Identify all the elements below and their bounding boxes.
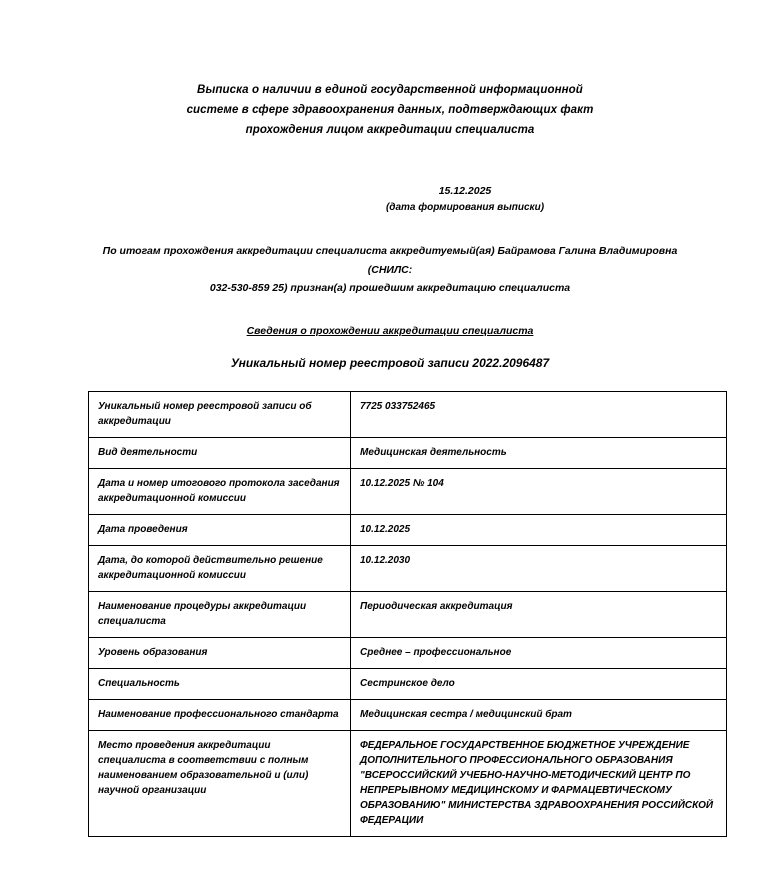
table-row <box>89 731 727 837</box>
row-value: Медицинская деятельность <box>351 438 727 469</box>
row-value: 10.12.2030 <box>351 546 727 592</box>
accreditation-statement-line-1: По итогам прохождения аккредитации специалиста аккредитуемый(ая) Байрамова Галина Владимировна (СНИЛС: <box>102 245 678 276</box>
row-label: Дата проведения <box>89 515 351 546</box>
row-label: Наименование процедуры аккредитации специалиста <box>89 592 351 638</box>
issue-date-value: 15.12.2025 <box>438 185 492 198</box>
issue-date-caption: (дата формирования выписки) <box>385 202 545 214</box>
section-heading: Сведения о прохождении аккредитации специалиста <box>246 325 534 338</box>
row-value: Периодическая аккредитация <box>351 592 727 638</box>
row-value: Сестринское дело <box>351 669 727 700</box>
document-title <box>88 80 692 140</box>
table-row <box>89 700 727 731</box>
table-row <box>89 392 727 438</box>
row-label: Вид деятельности <box>89 438 351 469</box>
accreditation-statement-line-2: 032-530-859 25) признан(а) прошедшим аккредитацию специалиста <box>209 281 571 294</box>
issue-date-block <box>88 184 692 216</box>
document-title-line-3: прохождения лицом аккредитации специалиста <box>245 124 535 137</box>
accreditation-statement <box>88 242 692 297</box>
row-label: Дата и номер итогового протокола заседания аккредитационной комиссии <box>89 469 351 515</box>
row-value: Среднее – профессиональное <box>351 638 727 669</box>
row-label: Специальность <box>89 669 351 700</box>
table-row <box>89 546 727 592</box>
table-row <box>89 438 727 469</box>
row-label: Уникальный номер реестровой записи об аккредитации <box>89 392 351 438</box>
row-value: Медицинская сестра / медицинский брат <box>351 700 727 731</box>
registry-record-number: Уникальный номер реестровой записи 2022.2096487 <box>230 356 550 371</box>
document-title-line-2: системе в сфере здравоохранения данных, подтверждающих факт <box>186 104 594 117</box>
table-row <box>89 592 727 638</box>
document-title-line-1: Выписка о наличии в единой государственной информационной <box>197 84 583 96</box>
table-row <box>89 469 727 515</box>
row-label: Дата, до которой действительно решение аккредитационной комиссии <box>89 546 351 592</box>
table-row <box>89 638 727 669</box>
row-label: Наименование профессионального стандарта <box>89 700 351 731</box>
row-value: 7725 033752465 <box>351 392 727 438</box>
row-value: ФЕДЕРАЛЬНОЕ ГОСУДАРСТВЕННОЕ БЮДЖЕТНОЕ УЧРЕЖДЕНИЕ ДОПОЛНИТЕЛЬНОГО ПРОФЕССИОНАЛЬНОГО ОБРАЗОВАНИЯ "ВСЕРОССИЙСКИЙ УЧЕБНО-НАУЧНО-МЕТОДИЧЕСКИЙ ЦЕНТР ПО НЕПРЕРЫВНОМУ МЕДИЦИНСКОМУ И ФАРМАЦЕВТИЧЕСКОМУ ОБРАЗОВАНИЮ" МИНИСТЕРСТВА ЗДРАВООХРАНЕНИЯ РОССИЙСКОЙ ФЕДЕРАЦИИ <box>351 731 727 837</box>
row-value: 10.12.2025 № 104 <box>351 469 727 515</box>
row-label: Место проведения аккредитации специалиста в соответствии с полным наименованием образовательной и (или) научной организации <box>89 731 351 837</box>
table-row <box>89 515 727 546</box>
row-value: 10.12.2025 <box>351 515 727 546</box>
table-row <box>89 669 727 700</box>
row-label: Уровень образования <box>89 638 351 669</box>
accreditation-details-table <box>88 391 727 837</box>
